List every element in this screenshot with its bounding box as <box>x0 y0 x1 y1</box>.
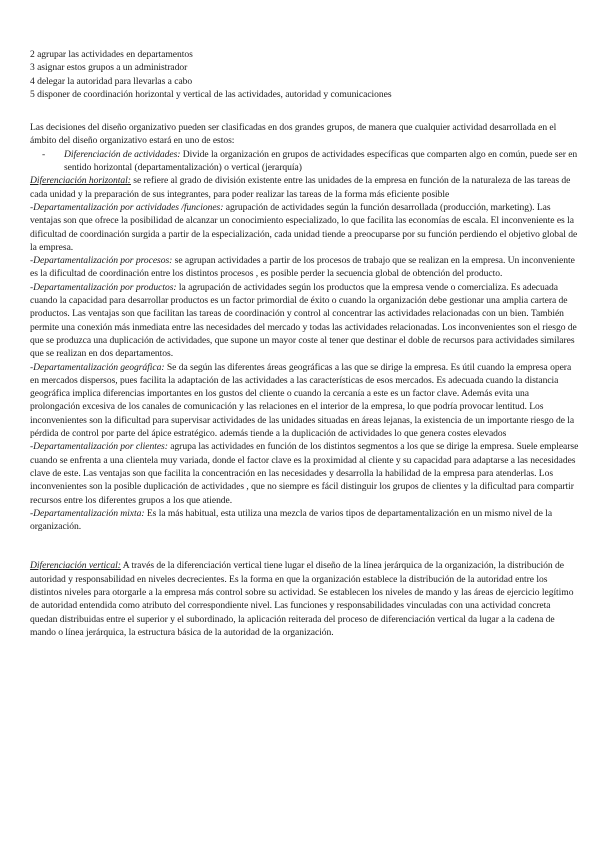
procesos-title: -Departamentalización por procesos: <box>30 255 173 267</box>
procesos-text: se agrupan actividades a partir de los procesos de trabajo que se realizan en la empresa. Un inconveniente es la dificultad de coordinación entre los distintos procesos , es posible perder la secuencia global de obtención del producto. <box>30 255 575 280</box>
horizontal-text: se refiere al grado de división existente entre las unidades de la empresa en función de la naturaleza de las tareas de cada unidad y la preparación de sus integrantes, para poder realizar las tareas de la forma más eficiente posible <box>30 175 571 200</box>
paragraph-clientes <box>30 440 580 506</box>
vertical-title: Diferenciación vertical: <box>30 560 121 572</box>
bullet-text-container <box>60 148 580 175</box>
paragraph-horizontal <box>30 174 580 201</box>
vertical-text: A través de la diferenciación vertical tiene lugar el diseño de la línea jerárquica de la organización, la distribución de autoridad y responsabilidad en niveles decrecientes. Es la forma en que la organización establece la distribución de la autoridad entre los distintos niveles para otorgarle a la empresa más control sobre su actividad. Se establecen los niveles de mando y las áreas de ejercicio legítimo de autoridad entendida como atributo del correspondiente nivel. Las funciones y responsabilidades vinculadas con una actividad concreta quedan distribuidas entre el superior y el subordinado, la aplicación reiterada del proceso de diferenciación vertical da lugar a la cadena de mando o línea jerárquica, la estructura básica de la autoridad de la organización. <box>30 560 574 638</box>
geografica-text: Se da según las diferentes áreas geográficas a las que se dirige la empresa. Es útil cuando la empresa opera en mercados dispersos, pues facilita la adaptación de las actividades a las características de esos mercados. Es adecuada cuando la distancia geográfica implica diferencias importantes en los gustos del cliente o cuando la cercanía a este es un factor clave. Además evita una prolongación excesiva de los canales de comunicación y las relaciones en el interior de la empresa, lo que podría provocar lentitud. Los inconvenientes son la dificultad para supervisar actividades de las unidades situadas en áreas lejanas, la existencia de un importante riesgo de la pérdida de control por parte del ápice estratégico. además tiende a la duplicación de actividades lo que genera costes elevados <box>30 361 575 440</box>
step-4: 4 delegar la autoridad para llevarlas a cabo <box>30 75 193 87</box>
section-gap-2 <box>30 546 580 559</box>
bullet-diferenciacion-actividades <box>30 148 580 175</box>
funciones-title: -Departamentalización por actividades /funciones: <box>30 201 224 213</box>
bullet-dash: - <box>42 148 46 160</box>
clientes-title: -Departamentalización por clientes: <box>30 441 168 453</box>
intro-paragraph: Las decisiones del diseño organizativo pueden ser clasificadas en dos grandes grupos, de manera que cualquier actividad desarrollada en el ámbito del diseño organizativo estará en uno de estos: <box>30 122 557 147</box>
horizontal-title: Diferenciación horizontal: <box>30 175 131 187</box>
section-gap <box>30 533 580 546</box>
paragraph-productos <box>30 281 580 361</box>
paragraph-mixta <box>30 507 580 534</box>
paragraph-geografica <box>30 361 580 441</box>
bullet-title: Diferenciación de actividades: <box>64 148 181 160</box>
step-3: 3 asignar estos grupos a un administrador <box>30 62 188 74</box>
clientes-text: agrupa las actividades en función de los distintos segmentos a los que se dirige la empresa. Suele emplearse cuando se enfrenta a una clientela muy variada, donde el factor clave es la proximidad al cliente y su capacidad para adaptarse a las necesidades clave de este. Las ventajas son que facilita la concentración en las necesidades y desarrolla la habilidad de la empresa para atenderlas. Los inconvenientes son la posible duplicación de actividades , que no siempre es fácil distinguir los grupos de clientes y la dificultad para compartir recursos entre los diferentes grupos a los que atiende. <box>30 441 579 506</box>
paragraph-funciones <box>30 201 580 254</box>
steps-list <box>30 48 580 101</box>
step-2: 2 agrupar las actividades en departamentos <box>30 49 193 60</box>
mixta-title: -Departamentalización mixta: <box>30 507 145 519</box>
bullet-text: Divide la organización en grupos de actividades específicas que comparten algo en común, puede ser en sentido horizontal (departamentalización) o vertical (jerarquía) <box>64 148 578 174</box>
mixta-text: Es la más habitual, esta utiliza una mezcla de varios tipos de departamentalización en un mismo nivel de la organización. <box>30 507 553 533</box>
paragraph-procesos <box>30 254 580 281</box>
paragraph-vertical <box>30 559 580 639</box>
productos-text: la agrupación de actividades según los productos que la empresa vende o comercializa. Es adecuada cuando la capacidad para desarrollar productos es un factor primordial de éxito o cuando la organización debe gestionar una amplia cartera de productos. Las ventajas son que facilitan las tareas de coordinación y control al concentrar las actividades relacionadas con un bien. También permite una conexión más inmediata entre las necesidades del mercado y todas las actividades relacionadas. Los inconvenientes son el riesgo de que se produzca una duplicación de actividades, que supone un mayor coste al tener que destinar el doble de recursos para actividades similares que se realizan en dos departamentos. <box>30 281 577 360</box>
funciones-text: agrupación de actividades según la función desarrollada (producción, marketing). Las ventajas son que ofrece la posibilidad de alcanzar un conocimiento especializado, lo que facilita las economías de escala. El inconveniente es la dificultad de coordinación surgida a partir de la especialización, cada unidad tiende a preocuparse por su función perdiendo el objetivo global de la empresa. <box>30 201 578 253</box>
geografica-title: -Departamentalización geográfica: <box>30 361 165 373</box>
productos-title: -Departamentalización por productos: <box>30 281 177 293</box>
step-5: 5 disponer de coordinación horizontal y vertical de las actividades, autoridad y comunicaciones <box>30 88 392 100</box>
